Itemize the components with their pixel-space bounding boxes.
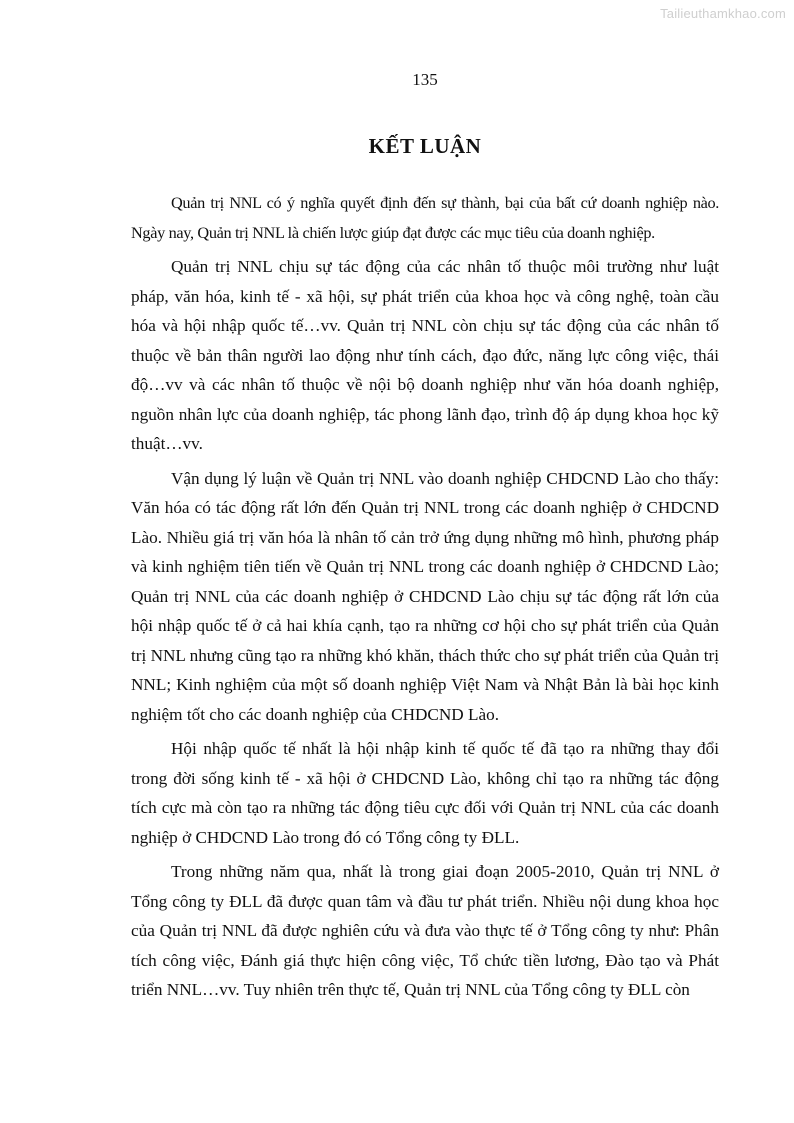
paragraph-1: Quản trị NNL có ý nghĩa quyết định đến sự thành, bại của bất cứ doanh nghiệp nào. Ngày nay, Quản trị NNL là chiến lược giúp đạt được các mục tiêu của doanh nghiệp. <box>131 193 719 242</box>
document-body <box>131 188 719 1010</box>
paragraph-3: Vận dụng lý luận về Quản trị NNL vào doanh nghiệp CHDCND Lào cho thấy: Văn hóa có tác động rất lớn đến Quản trị NNL trong các doanh nghiệp ở CHDCND Lào. Nhiều giá trị văn hóa là nhân tố cản trở ứng dụng những mô hình, phương pháp và kinh nghiệm tiên tiến về Quản trị NNL trong các doanh nghiệp ở CHDCND Lào; Quản trị NNL của các doanh nghiệp ở CHDCND Lào chịu sự tác động rất lớn của hội nhập quốc tế ở cả hai khía cạnh, tạo ra những cơ hội cho sự phát triển của Quản trị NNL nhưng cũng tạo ra những khó khăn, thách thức cho sự phát triển của Quản trị NNL; Kinh nghiệm của một số doanh nghiệp Việt Nam và Nhật Bản là bài học kinh nghiệm tốt cho các doanh nghiệp của CHDCND Lào. <box>131 468 719 724</box>
paragraph-2: Quản trị NNL chịu sự tác động của các nhân tố thuộc môi trường như luật pháp, văn hóa, kinh tế - xã hội, sự phát triển của khoa học và công nghệ, toàn cầu hóa và hội nhập quốc tế…vv. Quản trị NNL còn chịu sự tác động của các nhân tố thuộc về bản thân người lao động như tính cách, đạo đức, năng lực công việc, thái độ…vv và các nhân tố thuộc về nội bộ doanh nghiệp như văn hóa doanh nghiệp, nguồn nhân lực của doanh nghiệp, tác phong lãnh đạo, trình độ áp dụng khoa học kỹ thuật…vv. <box>131 257 719 453</box>
page-number: 135 <box>412 70 438 89</box>
page-title: KẾT LUẬN <box>368 134 482 158</box>
paragraph-5: Trong những năm qua, nhất là trong giai đoạn 2005-2010, Quản trị NNL ở Tổng công ty ĐLL đã được quan tâm và đầu tư phát triển. Nhiều nội dung khoa học của Quản trị NNL đã được nghiên cứu và đưa vào thực tế ở Tổng công ty như: Phân tích công việc, Đánh giá thực hiện công việc, Tổ chức tiền lương, Đào tạo và Phát triển NNL…vv. Tuy nhiên trên thực tế, Quản trị NNL của Tổng công ty ĐLL còn <box>131 862 719 999</box>
paragraph-4: Hội nhập quốc tế nhất là hội nhập kinh tế quốc tế đã tạo ra những thay đổi trong đời sống kinh tế - xã hội ở CHDCND Lào, không chỉ tạo ra những tác động tích cực mà còn tạo ra những tác động tiêu cực đối với Quản trị NNL của các doanh nghiệp ở CHDCND Lào trong đó có Tổng công ty ĐLL. <box>131 739 719 847</box>
watermark-text: Tailieuthamkhao.com <box>660 6 786 21</box>
